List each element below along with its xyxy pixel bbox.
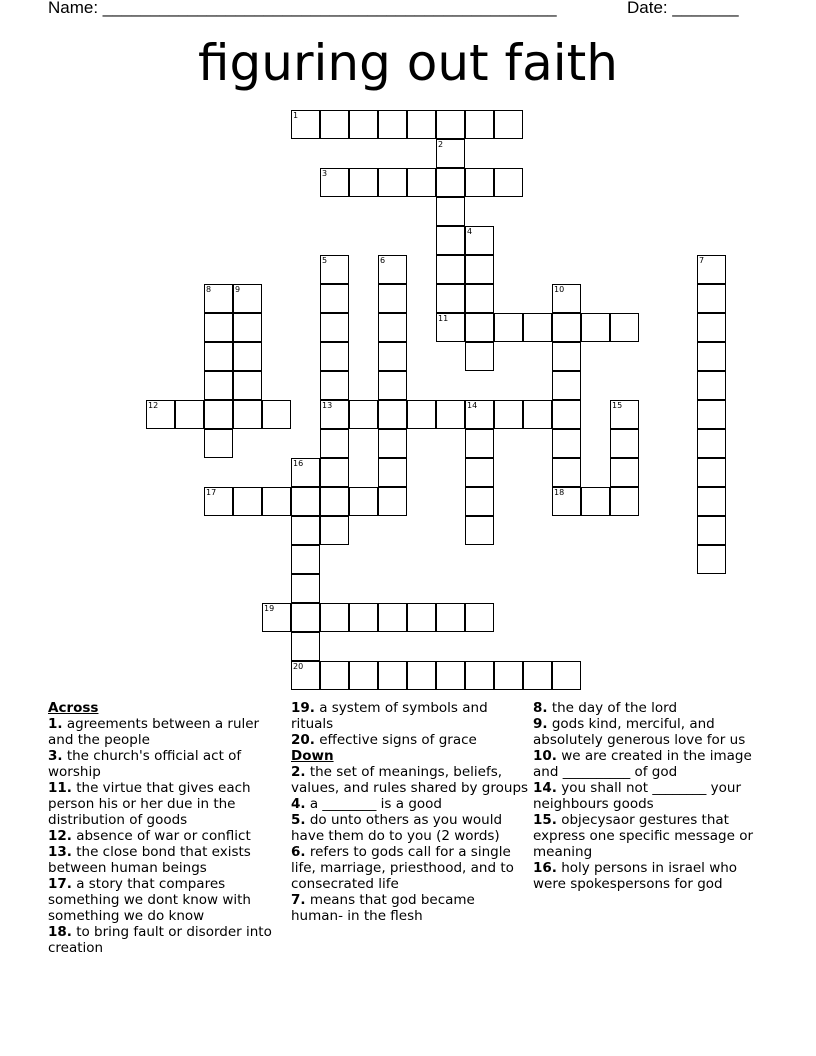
grid-cell[interactable] (262, 400, 291, 429)
grid-cell[interactable] (204, 342, 233, 371)
grid-cell[interactable] (320, 110, 349, 139)
clue-item (48, 716, 286, 748)
grid-cell[interactable] (320, 661, 349, 690)
clue-number: 17 (206, 488, 217, 497)
clues-column-3 (533, 700, 771, 892)
clue-number: 8 (206, 285, 212, 294)
clue-item-number: 17. (48, 876, 72, 892)
clue-item-text: objecysaor gestures that express one specific message or meaning (533, 812, 754, 860)
clue-item-text: absence of war or conflict (71, 828, 251, 844)
grid-cell[interactable] (233, 487, 262, 516)
clue-item-text: means that god became human- in the flesh (291, 892, 475, 924)
grid-cell[interactable] (697, 545, 726, 574)
clue-number: 20 (293, 662, 304, 671)
clue-item-text: a system of symbols and rituals (291, 700, 488, 732)
grid-cell[interactable] (610, 487, 639, 516)
down-heading: Down (291, 748, 334, 764)
grid-cell[interactable] (552, 313, 581, 342)
clue-item-number: 18. (48, 924, 72, 940)
grid-cell[interactable] (349, 487, 378, 516)
grid-cell[interactable] (494, 110, 523, 139)
grid-cell[interactable] (494, 313, 523, 342)
grid-cell[interactable] (436, 400, 465, 429)
clue-item (291, 796, 529, 812)
grid-cell[interactable] (697, 400, 726, 429)
grid-cell[interactable] (291, 545, 320, 574)
clue-number: 13 (322, 401, 333, 410)
clue-item-number: 10. (533, 748, 557, 764)
clue-item-text: the set of meanings, beliefs, values, and rules shared by groups (291, 764, 529, 796)
clue-number: 1 (293, 111, 299, 120)
clue-item-text: we are created in the image and __________ of god (533, 748, 752, 780)
clue-item-text: effective signs of grace (314, 732, 477, 748)
grid-cell[interactable] (436, 197, 465, 226)
grid-cell[interactable] (320, 458, 349, 487)
grid-cell[interactable] (407, 400, 436, 429)
grid-cell[interactable] (349, 110, 378, 139)
grid-cell[interactable] (697, 342, 726, 371)
clue-item (533, 812, 771, 860)
grid-cell[interactable] (233, 342, 262, 371)
clue-item-number: 2. (291, 764, 306, 780)
clue-item-text: refers to gods call for a single life, marriage, priesthood, and to consecrated life (291, 844, 514, 892)
grid-cell[interactable] (378, 603, 407, 632)
grid-cell[interactable] (465, 458, 494, 487)
grid-cell[interactable] (291, 516, 320, 545)
grid-cell[interactable] (378, 487, 407, 516)
grid-cell[interactable] (378, 168, 407, 197)
grid-cell[interactable] (494, 400, 523, 429)
grid-cell[interactable] (378, 284, 407, 313)
clue-item-text: gods kind, merciful, and absolutely generous love for us (533, 716, 746, 748)
name-field-label: Name: ________________________________________________ (48, 0, 557, 17)
clue-item-number: 15. (533, 812, 557, 828)
grid-cell[interactable] (320, 429, 349, 458)
grid-cell[interactable] (610, 313, 639, 342)
clue-item (291, 732, 529, 748)
grid-cell[interactable] (581, 313, 610, 342)
grid-cell[interactable] (378, 400, 407, 429)
grid-cell[interactable] (697, 487, 726, 516)
grid-cell[interactable] (233, 313, 262, 342)
grid-cell[interactable] (436, 168, 465, 197)
grid-cell[interactable] (407, 661, 436, 690)
grid-cell[interactable] (320, 487, 349, 516)
grid-cell[interactable] (378, 371, 407, 400)
clue-item (48, 876, 286, 924)
grid-cell[interactable] (378, 313, 407, 342)
clue-item (291, 700, 529, 732)
clue-item-text: a ________ is a good (305, 796, 442, 812)
grid-cell[interactable] (523, 313, 552, 342)
grid-cell[interactable] (233, 400, 262, 429)
grid-cell[interactable] (465, 168, 494, 197)
grid-cell[interactable] (204, 313, 233, 342)
grid-cell[interactable] (262, 487, 291, 516)
grid-cell[interactable] (552, 400, 581, 429)
clue-item-number: 8. (533, 700, 548, 716)
clue-item-number: 6. (291, 844, 306, 860)
grid-cell[interactable] (552, 661, 581, 690)
grid-cell[interactable] (610, 458, 639, 487)
grid-cell[interactable] (320, 284, 349, 313)
clue-number: 10 (554, 285, 565, 294)
clue-item (48, 748, 286, 780)
grid-cell[interactable] (465, 255, 494, 284)
grid-cell[interactable] (436, 603, 465, 632)
grid-cell[interactable] (465, 429, 494, 458)
grid-cell[interactable] (291, 487, 320, 516)
clue-item-text: you shall not ________ your neighbours goods (533, 780, 742, 812)
date-field-label: Date: _______ (627, 0, 739, 17)
clue-item-text: the day of the lord (547, 700, 678, 716)
clue-item-number: 9. (533, 716, 548, 732)
grid-cell[interactable] (436, 284, 465, 313)
clue-item (291, 764, 529, 796)
grid-cell[interactable] (291, 574, 320, 603)
clue-item-text: a story that compares something we dont know with something we do know (48, 876, 251, 924)
grid-cell[interactable] (378, 661, 407, 690)
grid-cell[interactable] (494, 168, 523, 197)
grid-cell[interactable] (697, 516, 726, 545)
grid-cell[interactable] (349, 661, 378, 690)
grid-cell[interactable] (407, 603, 436, 632)
grid-cell[interactable] (349, 168, 378, 197)
clue-item (533, 748, 771, 780)
clue-item-number: 16. (533, 860, 557, 876)
clue-number: 9 (235, 285, 241, 294)
clue-item (533, 700, 771, 716)
clue-item-number: 11. (48, 780, 72, 796)
grid-cell[interactable] (697, 429, 726, 458)
clue-number: 11 (438, 314, 449, 323)
clue-item-text: do unto others as you would have them do to you (2 words) (291, 812, 503, 844)
clue-number: 4 (467, 227, 473, 236)
grid-cell[interactable] (465, 313, 494, 342)
grid-cell[interactable] (320, 371, 349, 400)
clue-number: 14 (467, 401, 478, 410)
clue-item (48, 844, 286, 876)
grid-cell[interactable] (378, 110, 407, 139)
clue-item-number: 13. (48, 844, 72, 860)
grid-cell[interactable] (291, 603, 320, 632)
grid-cell[interactable] (465, 342, 494, 371)
grid-cell[interactable] (436, 226, 465, 255)
clue-item-number: 7. (291, 892, 306, 908)
grid-cell[interactable] (349, 603, 378, 632)
clue-item-text: the close bond that exists between human beings (48, 844, 251, 876)
grid-cell[interactable] (407, 110, 436, 139)
clue-item-text: to bring fault or disorder into creation (48, 924, 272, 956)
clue-item (48, 780, 286, 828)
grid-cell[interactable] (697, 313, 726, 342)
grid-cell[interactable] (581, 487, 610, 516)
clue-number: 2 (438, 140, 444, 149)
clue-number: 18 (554, 488, 565, 497)
clue-number: 3 (322, 169, 328, 178)
grid-cell[interactable] (552, 458, 581, 487)
page-title: figuring out faith (198, 34, 618, 92)
grid-cell[interactable] (233, 371, 262, 400)
clue-number: 12 (148, 401, 159, 410)
grid-cell[interactable] (436, 110, 465, 139)
grid-cell[interactable] (465, 487, 494, 516)
clue-number: 5 (322, 256, 328, 265)
clue-item-number: 5. (291, 812, 306, 828)
clue-item (533, 716, 771, 748)
grid-cell[interactable] (610, 429, 639, 458)
grid-cell[interactable] (204, 429, 233, 458)
clue-item (291, 844, 529, 892)
grid-cell[interactable] (175, 400, 204, 429)
grid-cell[interactable] (465, 516, 494, 545)
grid-cell[interactable] (378, 429, 407, 458)
clue-number: 6 (380, 256, 386, 265)
down-clue-list-continued (533, 700, 771, 892)
grid-cell[interactable] (465, 110, 494, 139)
grid-cell[interactable] (697, 284, 726, 313)
grid-cell[interactable] (204, 400, 233, 429)
clue-item-text: agreements between a ruler and the people (48, 716, 260, 748)
clue-item-text: the church's official act of worship (48, 748, 242, 780)
clue-item (533, 860, 771, 892)
grid-cell[interactable] (494, 661, 523, 690)
down-clue-list (291, 764, 529, 924)
grid-cell[interactable] (465, 603, 494, 632)
grid-cell[interactable] (204, 371, 233, 400)
clue-item-text: the virtue that gives each person his or her due in the distribution of goods (48, 780, 251, 828)
clue-number: 16 (293, 459, 304, 468)
clue-item-number: 19. (291, 700, 315, 716)
across-heading: Across (48, 700, 99, 716)
grid-cell[interactable] (349, 400, 378, 429)
grid-cell[interactable] (523, 661, 552, 690)
grid-cell[interactable] (320, 603, 349, 632)
clue-item (533, 780, 771, 812)
clues-column-2 (291, 700, 529, 924)
grid-cell[interactable] (378, 458, 407, 487)
clue-number: 7 (699, 256, 705, 265)
grid-cell[interactable] (378, 342, 407, 371)
grid-cell[interactable] (407, 168, 436, 197)
across-clue-list-continued (291, 700, 529, 748)
grid-cell[interactable] (697, 458, 726, 487)
grid-cell[interactable] (436, 255, 465, 284)
grid-cell[interactable] (523, 400, 552, 429)
grid-cell[interactable] (291, 632, 320, 661)
clue-number: 15 (612, 401, 623, 410)
clue-item-number: 3. (48, 748, 63, 764)
clue-item-number: 14. (533, 780, 557, 796)
across-clue-list (48, 716, 286, 956)
grid-cell[interactable] (697, 371, 726, 400)
grid-cell[interactable] (465, 284, 494, 313)
clue-item-number: 1. (48, 716, 63, 732)
clue-item-text: holy persons in israel who were spokespersons for god (533, 860, 738, 892)
clue-item-number: 20. (291, 732, 315, 748)
clues-column-1 (48, 700, 286, 956)
clue-item-number: 4. (291, 796, 306, 812)
clue-item (291, 812, 529, 844)
clue-number: 19 (264, 604, 275, 613)
grid-cell[interactable] (552, 342, 581, 371)
grid-cell[interactable] (320, 313, 349, 342)
clue-item-number: 12. (48, 828, 72, 844)
clue-item (48, 924, 286, 956)
grid-cell[interactable] (320, 516, 349, 545)
grid-cell[interactable] (465, 661, 494, 690)
grid-cell[interactable] (436, 661, 465, 690)
grid-cell[interactable] (552, 429, 581, 458)
clue-item (48, 828, 286, 844)
clue-item (291, 892, 529, 924)
grid-cell[interactable] (320, 342, 349, 371)
grid-cell[interactable] (552, 371, 581, 400)
